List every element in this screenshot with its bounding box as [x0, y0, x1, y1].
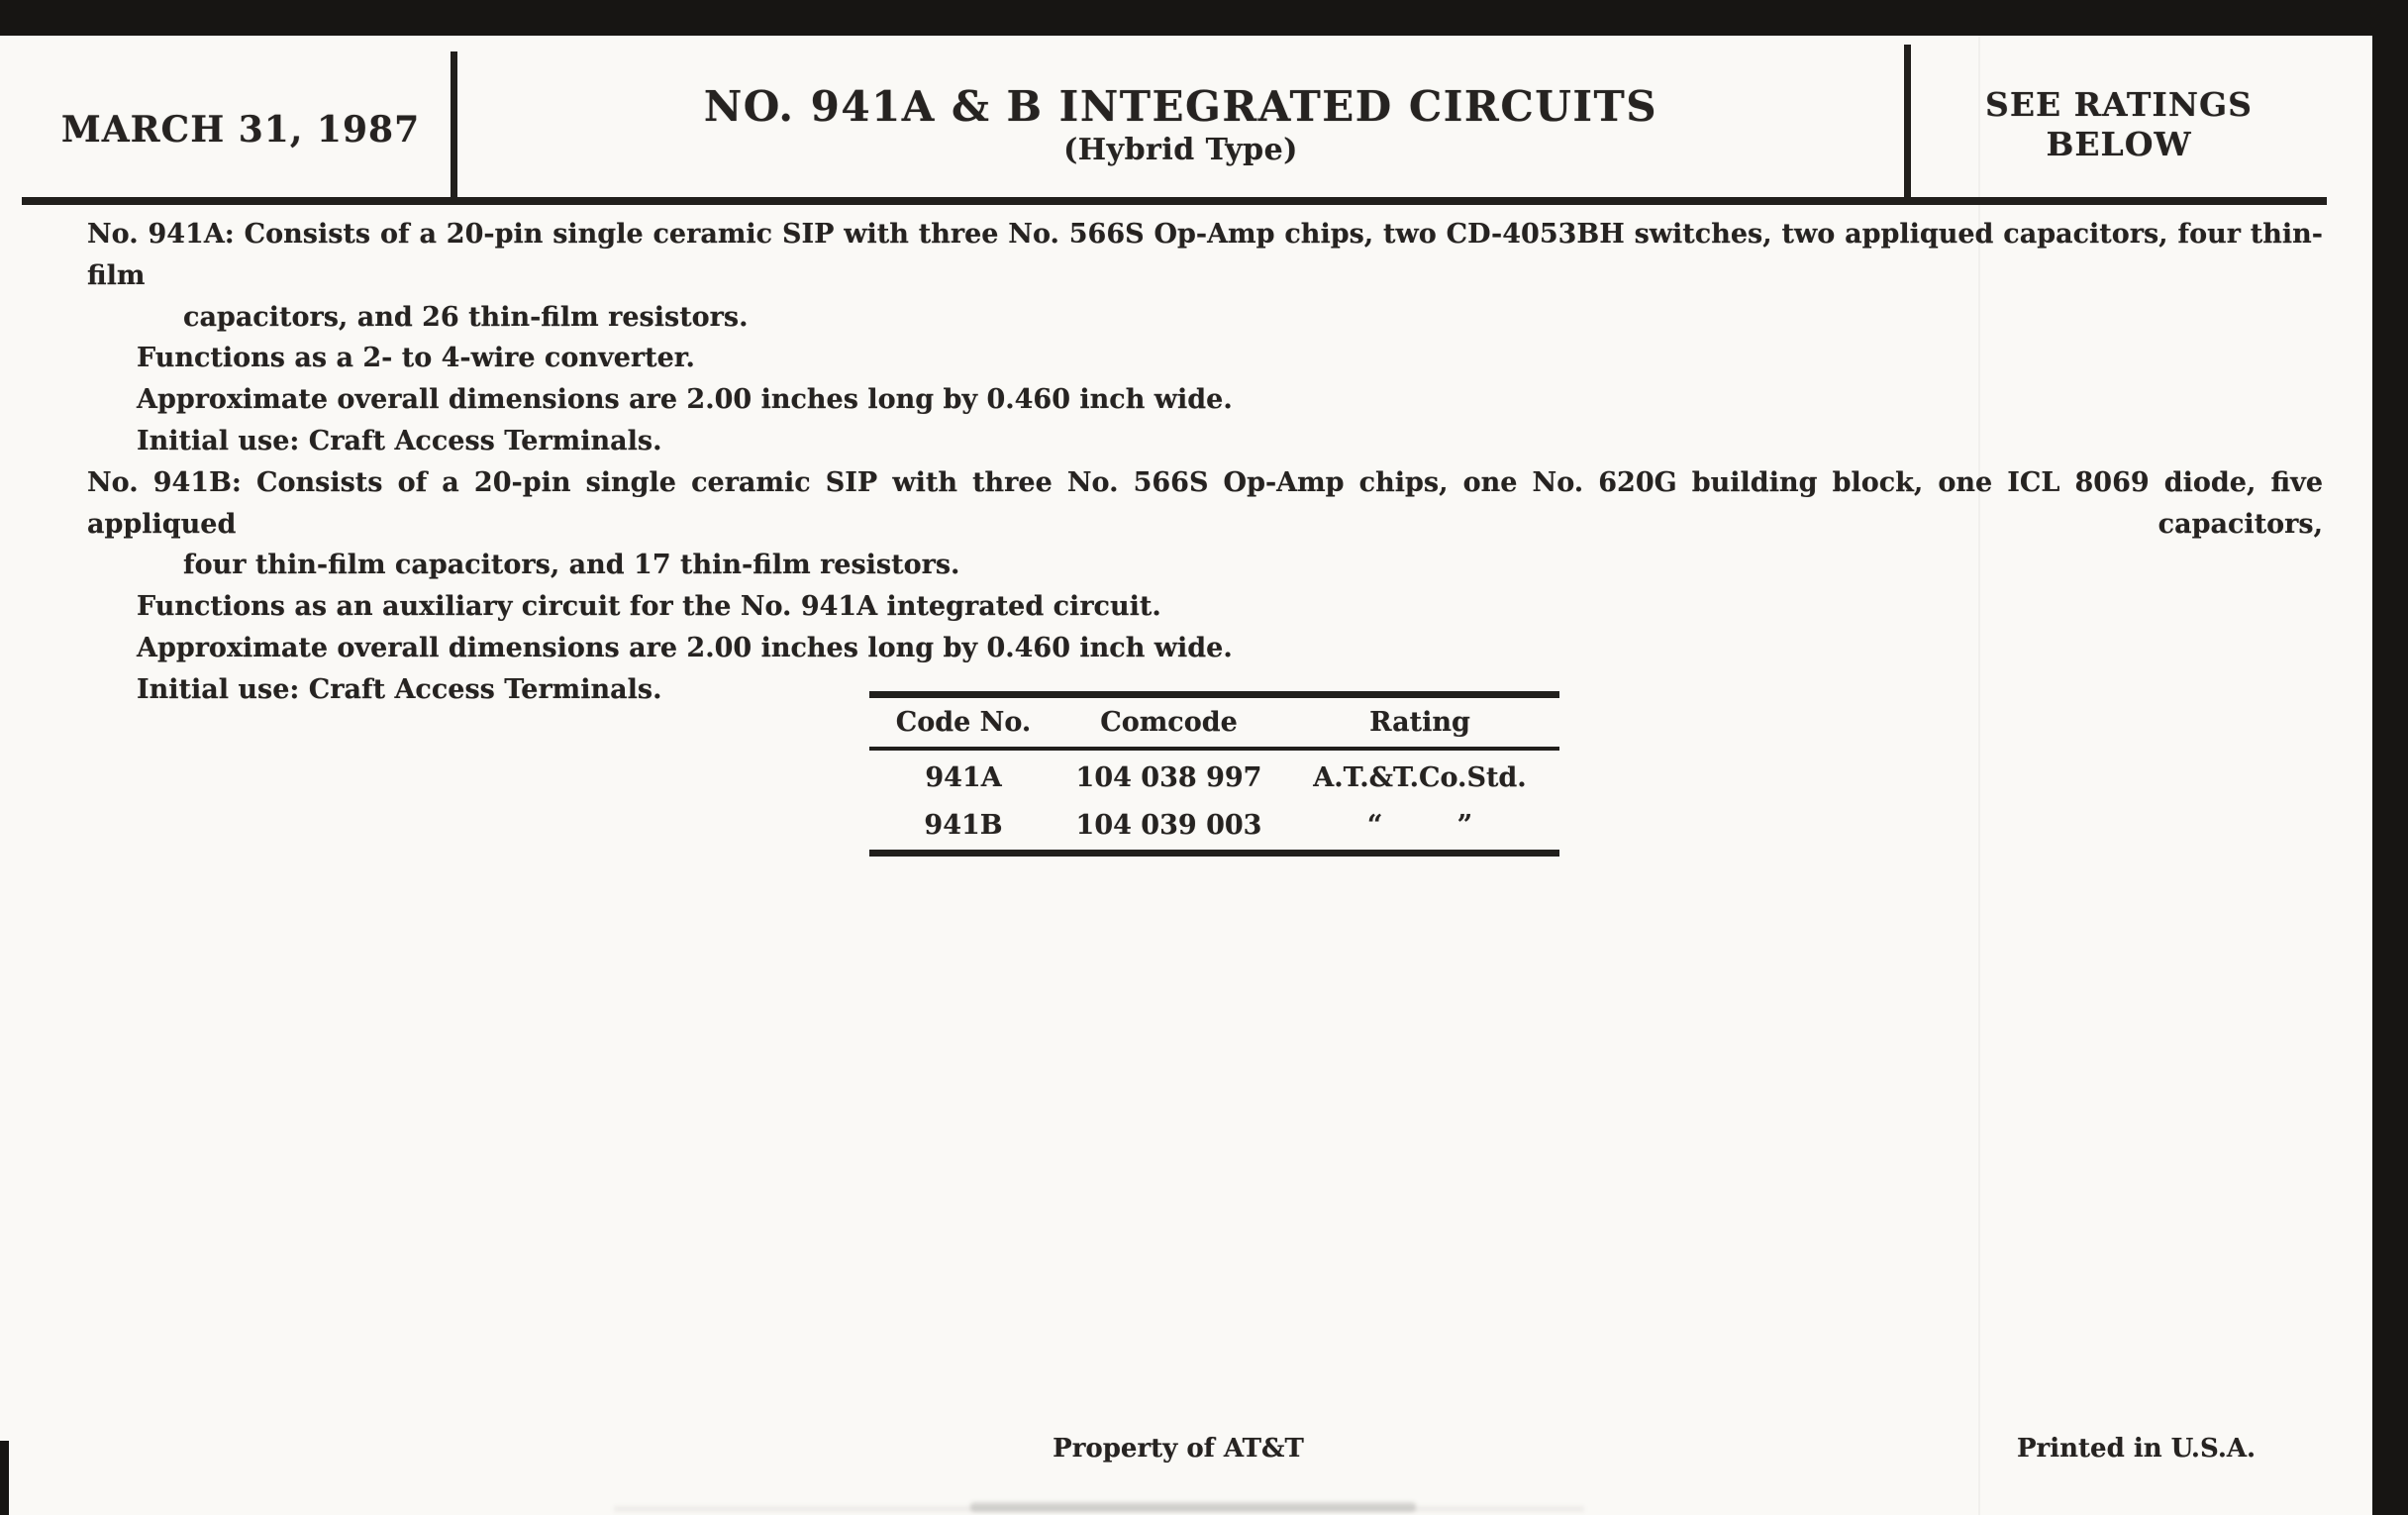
cell-comcode-941a: 104 038 997	[1075, 762, 1262, 793]
paragraph-941b-initial-use: Initial use: Craft Access Terminals.	[137, 673, 662, 705]
scan-artifact-top-bar	[0, 0, 2408, 36]
ratings-note-line1: SEE RATINGS	[1984, 85, 2254, 124]
table-header-row	[869, 698, 1559, 751]
ratings-table	[869, 691, 1559, 857]
document-date: MARCH 31, 1987	[60, 109, 421, 151]
paragraph-941a-initial-use: Initial use: Craft Access Terminals.	[137, 425, 662, 456]
scan-artifact-bottom-left-bar	[0, 1441, 9, 1515]
paragraph-941a-line2: capacitors, and 26 thin-film resistors.	[183, 301, 749, 333]
footer-property-notice: Property of AT&T	[1053, 1434, 1304, 1464]
title-block	[457, 83, 1904, 170]
header-divider-right	[1904, 45, 1911, 198]
cell-comcode-941b: 104 039 003	[1075, 810, 1262, 841]
paragraph-941b-line1: No. 941B: Consists of a 20-pin single ceramic SIP with three No. 566S Op-Amp chips, one No. 620G building block, one ICL 8069 diode, five appliqued capacitors,	[87, 466, 2323, 540]
table-header-comcode: Comcode	[1100, 707, 1238, 738]
header-divider-left	[451, 51, 457, 198]
header-rule	[22, 197, 2327, 205]
table-header-code-no: Code No.	[895, 707, 1032, 738]
paragraph-941a-line1: No. 941A: Consists of a 20-pin single ceramic SIP with three No. 566S Op-Amp chips, two CD-4053BH switches, two appliqued capacitors, four thin-film	[87, 219, 2323, 291]
cell-code-941b: 941B	[924, 810, 1003, 841]
cell-code-941a: 941A	[925, 762, 1002, 793]
paragraph-941b-line2: four thin-film capacitors, and 17 thin-film resistors.	[183, 550, 960, 581]
ratings-note-line2: BELOW	[2046, 125, 2192, 163]
table-row-941a	[869, 751, 1559, 802]
scan-artifact-bottom-smudge-faint	[614, 1506, 1584, 1512]
scan-artifact-right-bar	[2372, 0, 2408, 1515]
table-header-rating: Rating	[1369, 707, 1470, 738]
table-row-941b	[869, 802, 1559, 850]
paragraph-941a-function: Functions as a 2- to 4-wire converter.	[137, 343, 695, 374]
document-title: NO. 941A & B INTEGRATED CIRCUITS	[703, 82, 1658, 131]
document-body	[87, 214, 2323, 711]
paragraph-941a-dimensions: Approximate overall dimensions are 2.00 inches long by 0.460 inch wide.	[137, 384, 1233, 416]
ratings-note	[1911, 85, 2327, 164]
paragraph-941b-dimensions: Approximate overall dimensions are 2.00 inches long by 0.460 inch wide.	[137, 632, 1233, 663]
cell-rating-941b-ditto: “ ”	[1366, 810, 1473, 841]
cell-rating-941a: A.T.&T.Co.Std.	[1313, 762, 1527, 793]
paragraph-941b-function: Functions as an auxiliary circuit for the No. 941A integrated circuit.	[137, 591, 1161, 623]
document-subtitle: (Hybrid Type)	[1063, 133, 1298, 167]
footer-printed-notice: Printed in U.S.A.	[2017, 1434, 2257, 1464]
